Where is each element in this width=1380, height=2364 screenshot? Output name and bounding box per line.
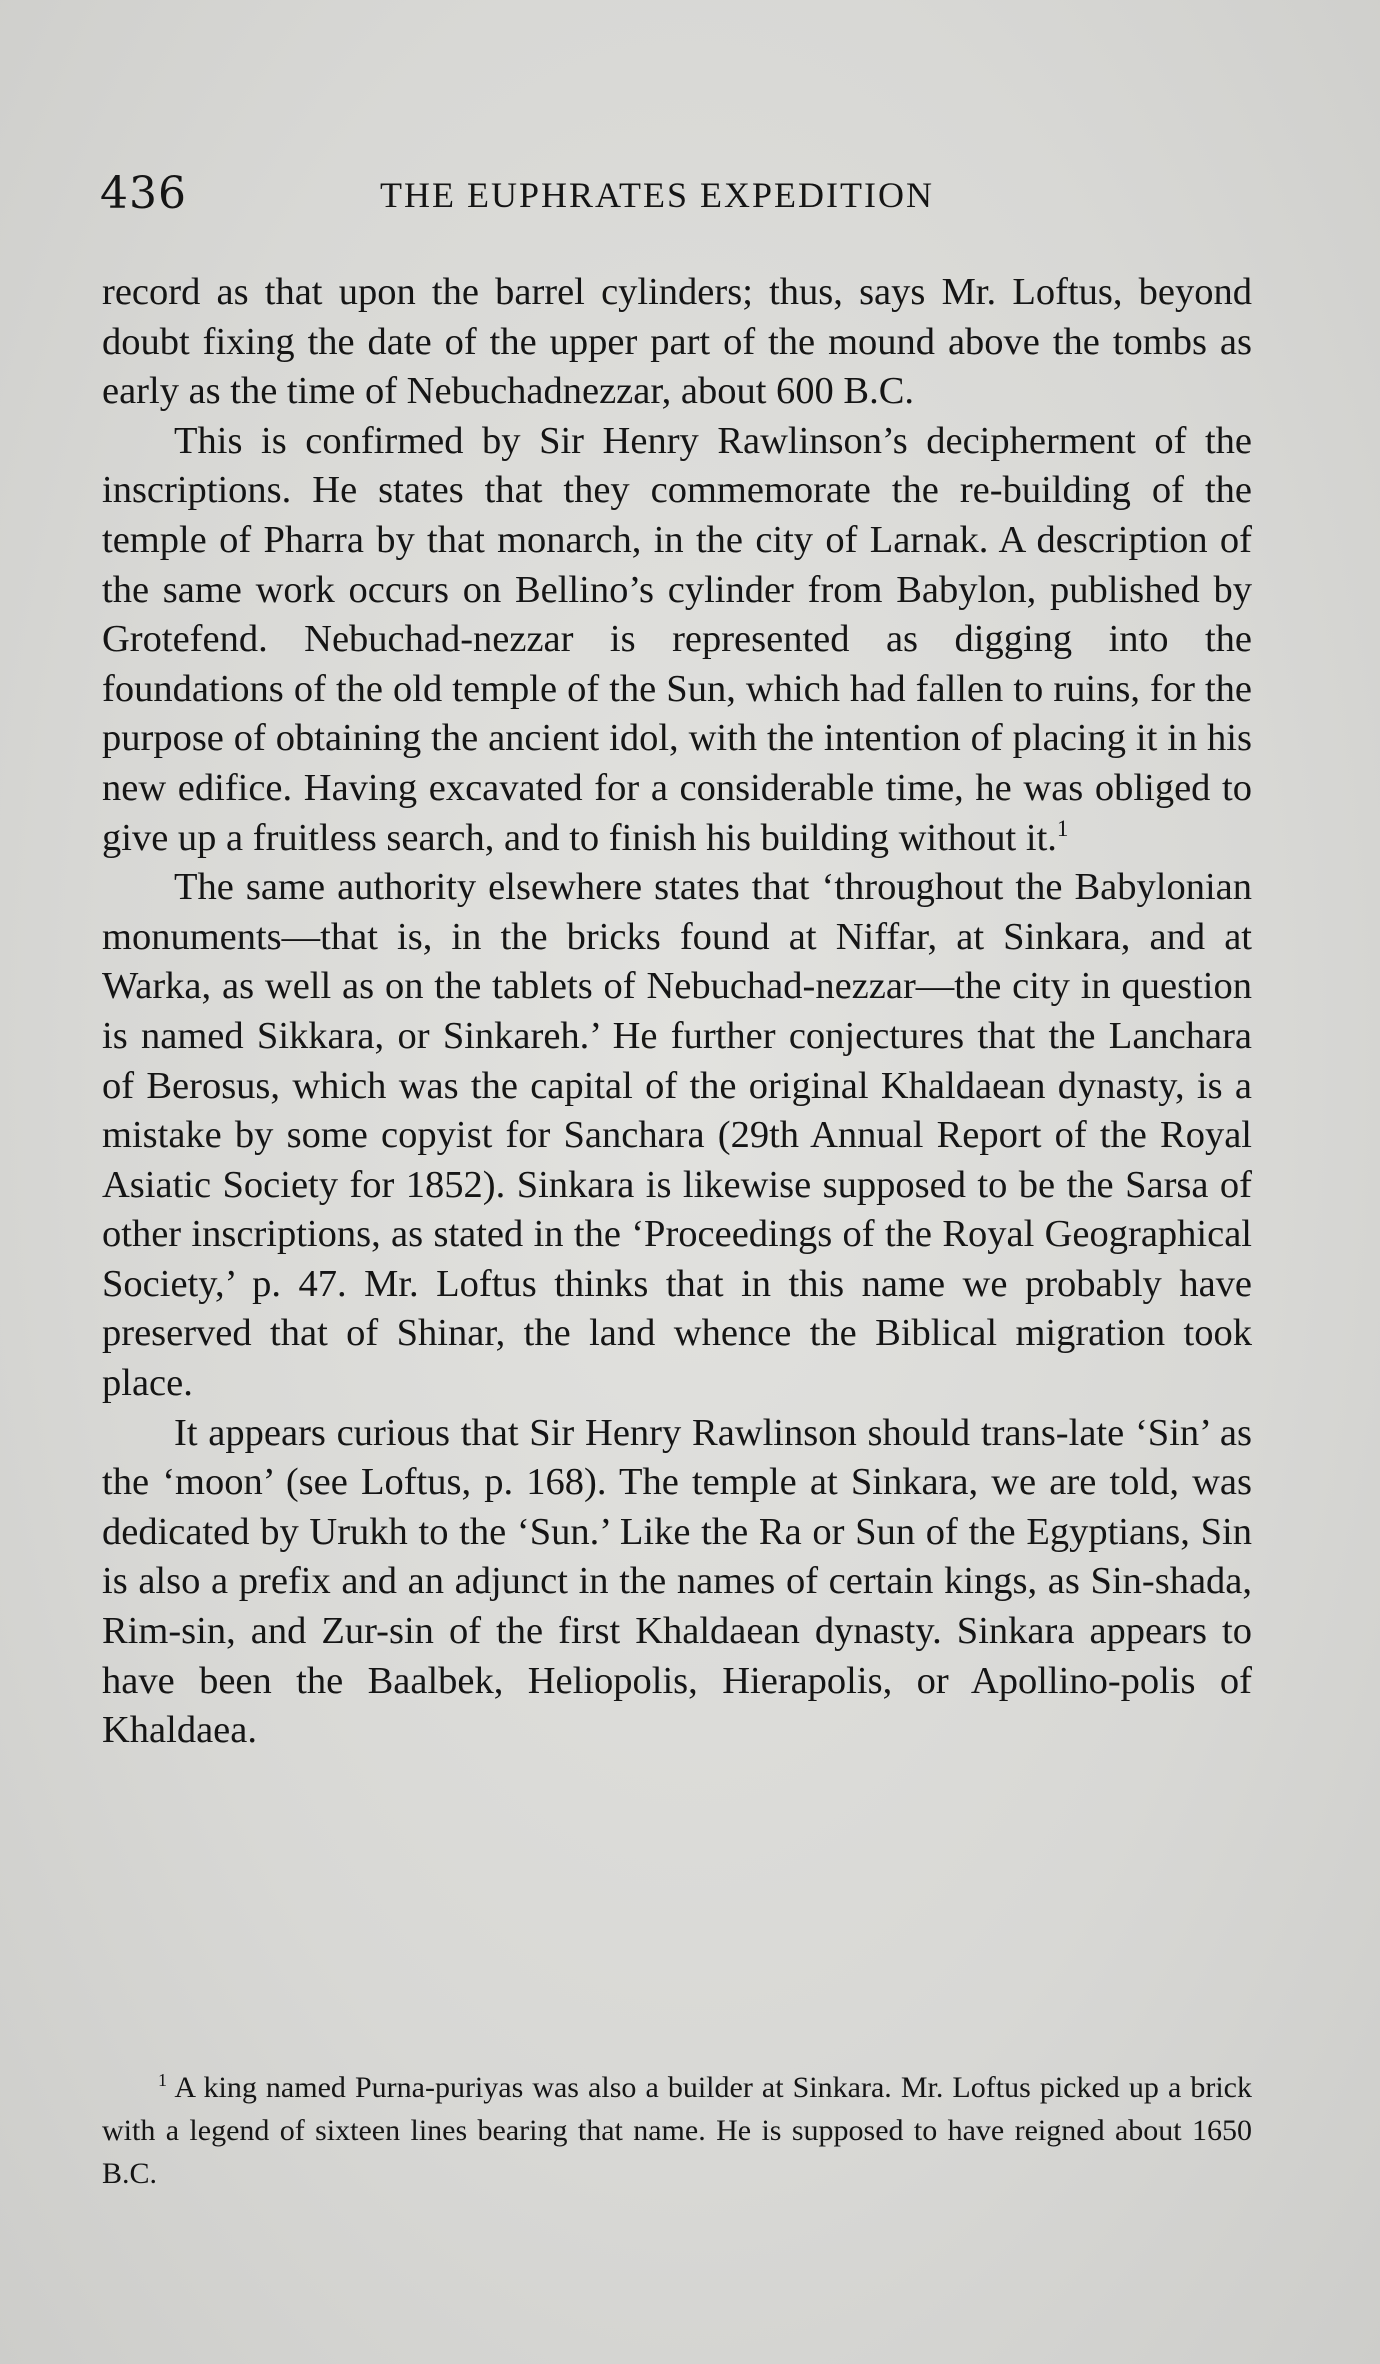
footnote-text: A king named Purna-puriyas was also a builder at Sinkara. Mr. Loftus picked up a brick with a legend of sixteen lines bearing that name. He is supposed to have reigned about 1650: [102, 2071, 1252, 2147]
paragraph-2: [102, 417, 1252, 863]
footnote-paragraph: [102, 2066, 1252, 2195]
paragraph-2-text: This is confirmed by Sir Henry Rawlinson’s decipherment of the inscriptions. He states that they commemorate the re-building of the temple of Pharra by that monarch, in the city of Larnak. A description of the same work occurs on Bellino’s cylinder from Babylon, published by Grotefend. Nebuchad-nezzar is represented as digging into the foundations of the old temple of the Sun, which had fallen to ruins, for the purpose of obtaining the ancient idol, with the intention of placing it in his new edifice. Having excavated for a considerable time, he was obliged to give up a fruitless search, and to finish his building without it.: [102, 419, 1252, 859]
paragraph-3: The same authority elsewhere states that ‘throughout the Babylonian monuments—that is, in the bricks found at Niffar, at Sinkara, and at Warka, as well as on the tablets of Nebuchad-nezzar—the city in question is named Sikkara, or Sinkareh.’ He further conjectures that the Lanchara of Berosus, which was the capital of the original Khaldaean dynasty, is a mistake by some copyist for Sanchara (29th Annual Report of the Royal Asiatic Society for 1852). Sinkara is likewise supposed to be the Sarsa of other inscriptions, as stated in the ‘Proceedings of the Royal Geographical Society,’ p. 47. Mr. Loftus thinks that in this name we probably have preserved that of Shinar, the land whence the Biblical migration took place.: [102, 866, 1252, 1405]
footnote-marker: 1: [158, 2070, 167, 2090]
page-number: 436: [100, 168, 187, 219]
era-abbreviation: B.C.: [843, 370, 915, 413]
paragraph-1-text: record as that upon the barrel cylinders; thus, says Mr. Loftus, beyond doubt fixing the date of the upper part of the mound above the tombs as early as the time of Nebuchadnezzar, about 600: [102, 271, 1252, 413]
footnote: [102, 2066, 1252, 2195]
page-header: [100, 168, 1280, 228]
main-text: [102, 268, 1252, 1756]
footnote-era-abbreviation: B.C.: [102, 2157, 158, 2190]
paragraph-1: [102, 268, 1252, 417]
paragraph-4: It appears curious that Sir Henry Rawlinson should trans-late ‘Sin’ as the ‘moon’ (see Loftus, p. 168). The temple at Sinkara, we are told, was dedicated by Urukh to the ‘Sun.’ Like the Ra or Sun of the Egyptians, Sin is also a prefix and an adjunct in the names of certain kings, as Sin-shada, Rim-sin, and Zur-sin of the first Khaldaean dynasty. Sinkara appears to have been the Baalbek, Heliopolis, Hierapolis, or Apollino-polis of Khaldaea.: [102, 1411, 1252, 1752]
running-head: THE EUPHRATES EXPEDITION: [380, 175, 934, 215]
footnote-reference: 1: [1056, 814, 1069, 841]
